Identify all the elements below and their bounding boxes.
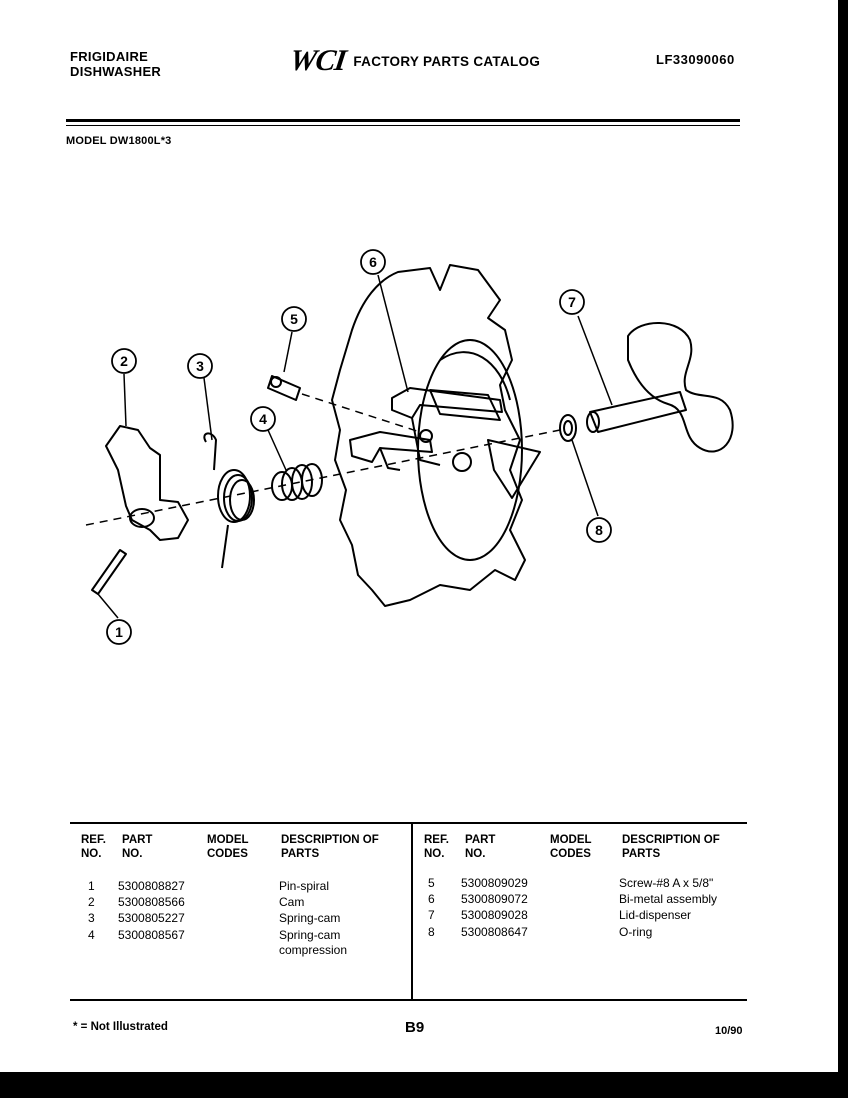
callout-4-label: 4 (259, 411, 267, 427)
footer-note: * = Not Illustrated (73, 1021, 168, 1033)
right-row-6-ref: 6 (428, 892, 435, 906)
left-row-1-part: 5300808827 (118, 879, 185, 893)
right-row-8-ref: 8 (428, 925, 435, 939)
right-header-part: PART NO. (465, 834, 496, 860)
model-line: MODEL DW1800L*3 (66, 135, 172, 147)
right-row-8-part: 5300808647 (461, 925, 528, 939)
product-name: DISHWASHER (70, 64, 162, 79)
callout-3-label: 3 (196, 358, 204, 374)
right-row-7-ref: 7 (428, 908, 435, 922)
left-row-1-ref: 1 (88, 879, 95, 893)
callout-2-label: 2 (120, 353, 128, 369)
left-row-4-part: 5300808567 (118, 928, 185, 942)
left-row-4-ref: 4 (88, 928, 95, 942)
right-row-7-desc: Lid-dispenser (619, 908, 692, 922)
callout-1-label: 1 (115, 624, 123, 640)
cam-spring (204, 433, 254, 568)
callout-5-label: 5 (290, 311, 298, 327)
wci-logo: WCI (287, 44, 348, 77)
revision-date: 10/90 (715, 1025, 743, 1037)
right-header-model: MODEL CODES (550, 834, 592, 860)
callout-6-label: 6 (369, 254, 377, 270)
left-row-3-ref: 3 (88, 911, 95, 925)
right-row-5-desc: Screw-#8 A x 5/8" (619, 876, 714, 890)
brand-name: FRIGIDAIRE (70, 49, 149, 64)
left-row-1-desc: Pin-spiral (279, 879, 330, 893)
right-row-5-ref: 5 (428, 876, 435, 890)
pin-spiral (92, 550, 126, 594)
right-row-8-desc: O-ring (619, 925, 653, 939)
right-header-ref: REF. NO. (424, 834, 449, 860)
dispenser-housing (332, 265, 525, 606)
right-row-6-part: 5300809072 (461, 892, 528, 906)
dispenser-cup (418, 340, 522, 560)
left-row-3-part: 5300805227 (118, 911, 185, 925)
right-row-6-desc: Bi-metal assembly (619, 892, 718, 906)
left-header-ref: REF. NO. (81, 834, 106, 860)
table-rule-bottom (70, 999, 747, 1001)
left-header-model: MODEL CODES (207, 834, 249, 860)
catalog-number: LF33090060 (656, 52, 735, 67)
left-header-desc: DESCRIPTION OF PARTS (281, 834, 379, 860)
cam (106, 426, 188, 540)
right-row-5-part: 5300809029 (461, 876, 528, 890)
page-number: B9 (405, 1019, 425, 1036)
callout-8-label: 8 (595, 522, 603, 538)
right-header-desc: DESCRIPTION OF PARTS (622, 834, 720, 860)
left-row-3-desc: Spring-cam (279, 911, 341, 925)
page-border-bottom (0, 1072, 848, 1098)
lid-dispenser (628, 323, 733, 452)
table-divider (411, 822, 413, 1000)
bimetal-assembly-bracket (392, 388, 502, 418)
table-rule-top (70, 822, 747, 824)
left-row-2-desc: Cam (279, 895, 305, 909)
left-header-part: PART NO. (122, 834, 153, 860)
o-ring (560, 415, 576, 441)
right-row-7-part: 5300809028 (461, 908, 528, 922)
left-row-4-desc: Spring-cam compression (279, 928, 348, 957)
left-row-2-ref: 2 (88, 895, 95, 909)
left-row-2-part: 5300808566 (118, 895, 185, 909)
catalog-title: FACTORY PARTS CATALOG (353, 53, 541, 69)
callout-7-label: 7 (568, 294, 576, 310)
